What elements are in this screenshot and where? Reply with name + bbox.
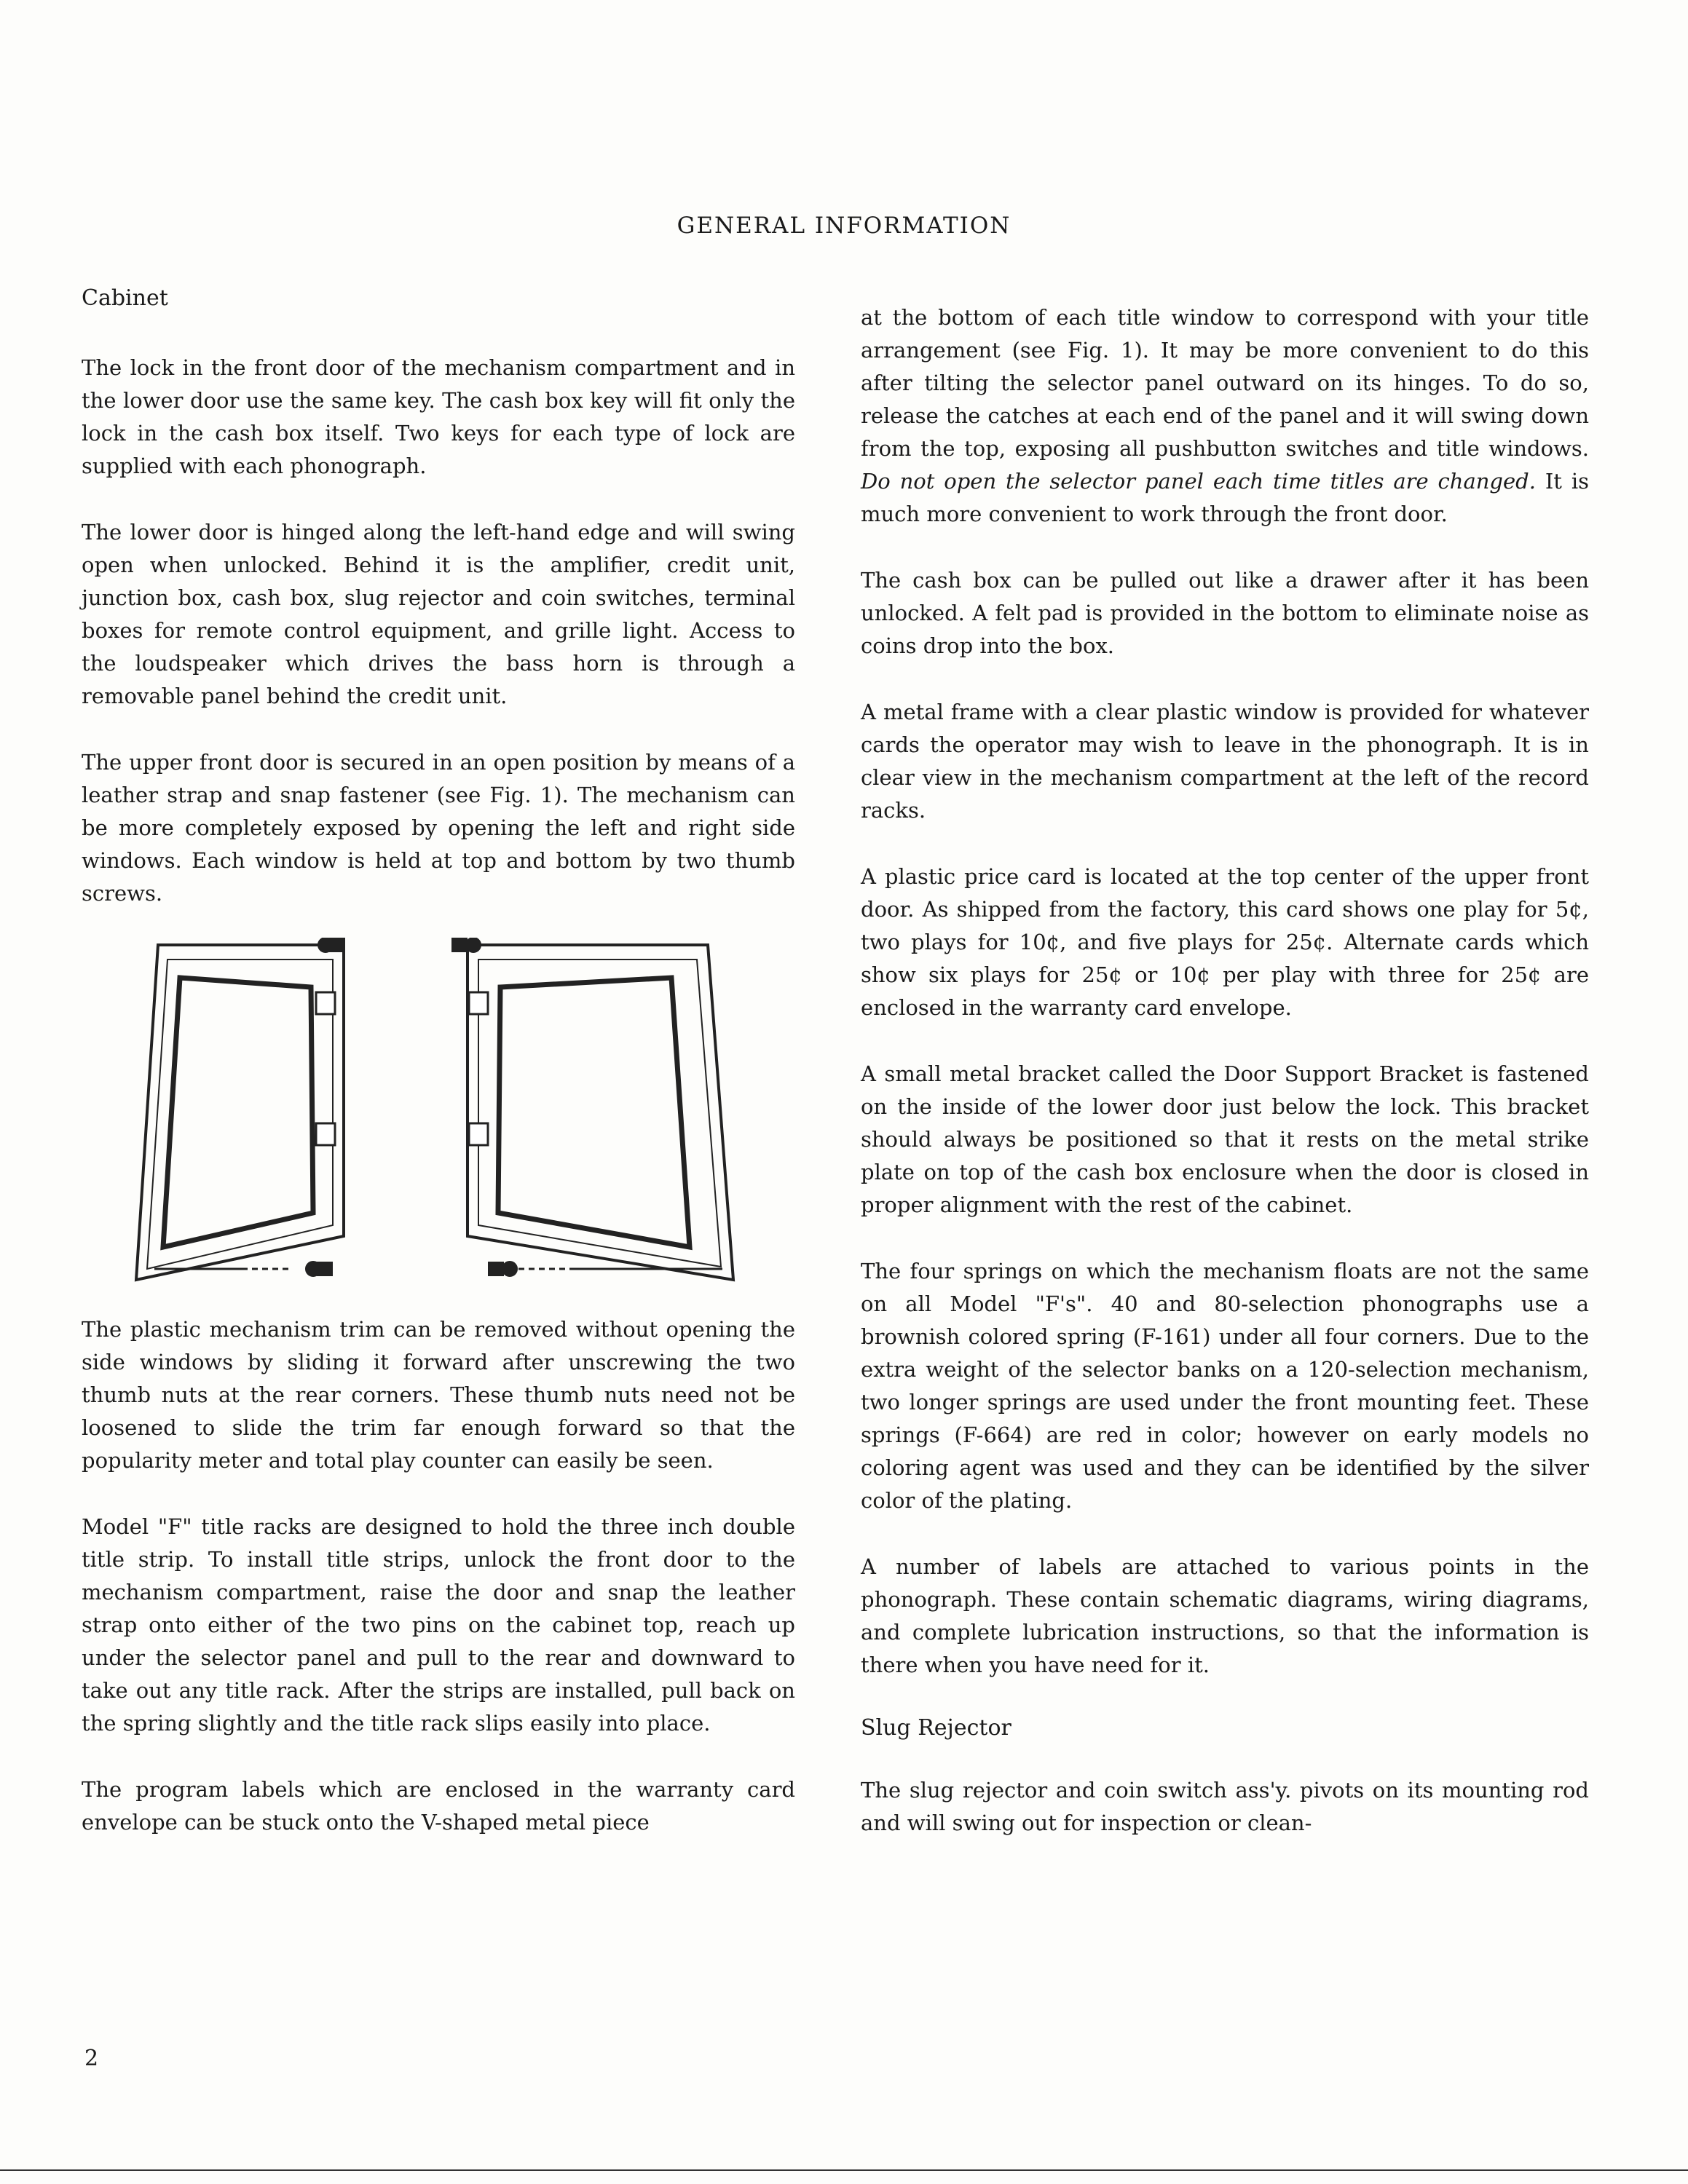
paragraph: The upper front door is secured in an open position by means of a leather strap and snap fastener (see Fig. 1). The mechanism can be more completely exposed by opening the left and right side windows. Each window is held at top and bottom by two thumb screws. [82, 750, 795, 906]
paragraph [861, 301, 1589, 531]
paragraph: The program labels which are enclosed in the warranty card envelope can be stuck onto the V-shaped metal piece [82, 1777, 795, 1835]
paragraph: A plastic price card is located at the top center of the upper front door. As shipped from the factory, this card shows one play for 5¢, two plays for 10¢, and five plays for 25¢. Alternate cards which show six plays for 25¢ or 10¢ per play with three for 25¢ are enclosed in the warranty card envelope. [861, 864, 1589, 1020]
paragraph: The lock in the front door of the mechanism compartment and in the lower door use the same key. The cash box key will fit only the lock in the cash box itself. Two keys for each type of lock are supplied with each phonograph. [82, 355, 795, 478]
left-column [82, 285, 795, 1872]
side-windows-illustration [82, 938, 795, 1287]
side-windows-figure [82, 938, 795, 1287]
left-window-drawing [136, 938, 344, 1280]
paragraph-text: at the bottom of each title window to correspond with your title arrangement (see Fig. 1). It may be more convenient to do this after tilting the selector panel outward on its hinges. To do so, release the catches at each end of the panel and it will swing down from the top, exposing all pushbutton switches and title windows. [861, 305, 1589, 461]
paragraph: A metal frame with a clear plastic window is provided for whatever cards the operator may wish to leave in the phonograph. It is in clear view in the mechanism compartment at the left of the record racks. [861, 700, 1589, 823]
paragraph: A number of labels are attached to various points in the phonograph. These contain schematic diagrams, wiring diagrams, and complete lubrication instructions, so that the information is there when you have need for it. [861, 1554, 1589, 1677]
paragraph: Model "F" title racks are designed to hold the three inch double title strip. To install title strips, unlock the front door to the mechanism compartment, raise the door and snap the leather strap onto either of the two pins on the cabinet top, reach up under the selector panel and pull to the rear and downward to take out any title rack. After the strips are installed, pull back on the spring slightly and the title rack slips easily into place. [82, 1514, 795, 1736]
paragraph: The cash box can be pulled out like a drawer after it has been unlocked. A felt pad is provided in the bottom to eliminate noise as coins drop into the box. [861, 568, 1589, 658]
bottom-rule [0, 2169, 1688, 2171]
section-heading-slug-rejector: Slug Rejector [861, 1715, 1011, 1741]
right-column [861, 285, 1589, 1873]
right-window-drawing [453, 938, 733, 1280]
paragraph: The lower door is hinged along the left-hand edge and will swing open when unlocked. Behind it is the amplifier, credit unit, junction box, cash box, slug rejector and coin switches, terminal boxes for remote control equipment, and grille light. Access to the loudspeaker which drives the bass horn is through a removable panel behind the credit unit. [82, 520, 795, 708]
emphasis-text: Do not open the selector panel each time titles are changed. [861, 469, 1536, 494]
section-heading-cabinet: Cabinet [82, 285, 168, 311]
page-title: GENERAL INFORMATION [677, 213, 1011, 239]
paragraph: The four springs on which the mechanism floats are not the same on all Model "F's". 40 and 80-selection phonographs use a brownish colored spring (F-161) under all four corners. Due to the extra weight of the selector banks on a 120-selection mechanism, two longer springs are used under the front mounting feet. These springs (F-664) are red in color; however on early models no coloring agent was used and they can be identified by the silver color of the plating. [861, 1259, 1589, 1513]
paragraph: The slug rejector and coin switch ass'y. pivots on its mounting rod and will swing out for inspection or clean- [861, 1778, 1589, 1835]
paragraph: A small metal bracket called the Door Support Bracket is fastened on the inside of the lower door just below the lock. This bracket should always be positioned so that it rests on the metal strike plate on top of the cash box enclosure when the door is closed in proper alignment with the rest of the cabinet. [861, 1061, 1589, 1217]
paragraph-text: It is much more convenient to work through the front door. [861, 469, 1589, 526]
paragraph: The plastic mechanism trim can be removed without opening the side windows by sliding it forward after unscrewing the two thumb nuts at the rear corners. These thumb nuts need not be loosened to slide the trim far enough forward so that the popularity meter and total play counter can easily be seen. [82, 1317, 795, 1473]
page-number: 2 [84, 2046, 99, 2071]
